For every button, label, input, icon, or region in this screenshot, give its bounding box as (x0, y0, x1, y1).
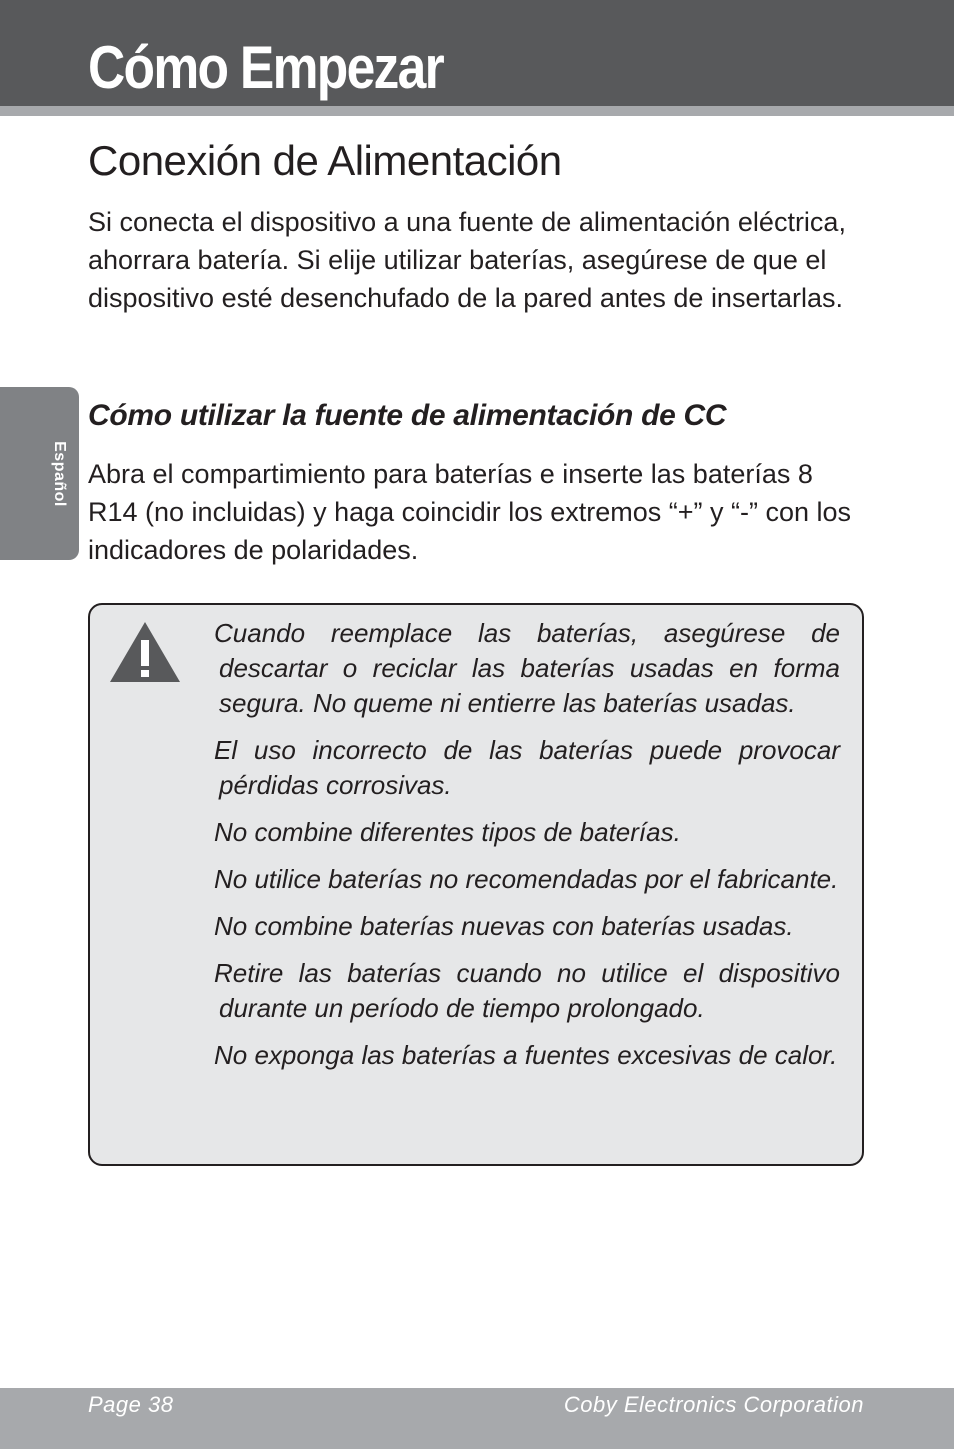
warning-item: No combine diferentes tipos de baterías. (214, 817, 681, 847)
subsection-title: Cómo utilizar la fuente de alimentación de CC (88, 399, 727, 432)
warning-item: Retire las baterías cuando no utilice el dispositivo durante un período de tiempo prolongado. (214, 958, 840, 1023)
page-number: Page 38 (88, 1392, 174, 1417)
warning-triangle-icon (108, 620, 182, 684)
section-body: Si conecta el dispositivo a una fuente de alimentación eléctrica, ahorrara batería. Si elije utilizar baterías, asegúrese de que el dispositivo esté desenchufado de la pared antes de insertarlas. (88, 207, 846, 313)
section-title: Conexión de Alimentación (88, 137, 562, 184)
warning-list (214, 616, 840, 1085)
page-header-title: Cómo Empezar (88, 34, 443, 101)
subsection-body: Abra el compartimiento para baterías e inserte las baterías 8 R14 (no incluidas) y haga coincidir los extremos “+” y “-” con los indicadores de polaridades. (88, 459, 852, 565)
warning-item: Cuando reemplace las baterías, asegúrese de descartar o reciclar las baterías usadas en forma segura. No queme ni entierre las baterías usadas. (214, 618, 840, 718)
company-name: Coby Electronics Corporation (563, 1392, 864, 1417)
warning-item: No exponga las baterías a fuentes excesivas de calor. (214, 1040, 838, 1070)
header-accent-strip (0, 106, 954, 116)
warning-item: No utilice baterías no recomendadas por el fabricante. (214, 864, 839, 894)
warning-item: No combine baterías nuevas con baterías usadas. (214, 911, 794, 941)
warning-item: El uso incorrecto de las baterías puede provocar pérdidas corrosivas. (214, 735, 840, 800)
language-tab-label: Español (51, 441, 68, 507)
